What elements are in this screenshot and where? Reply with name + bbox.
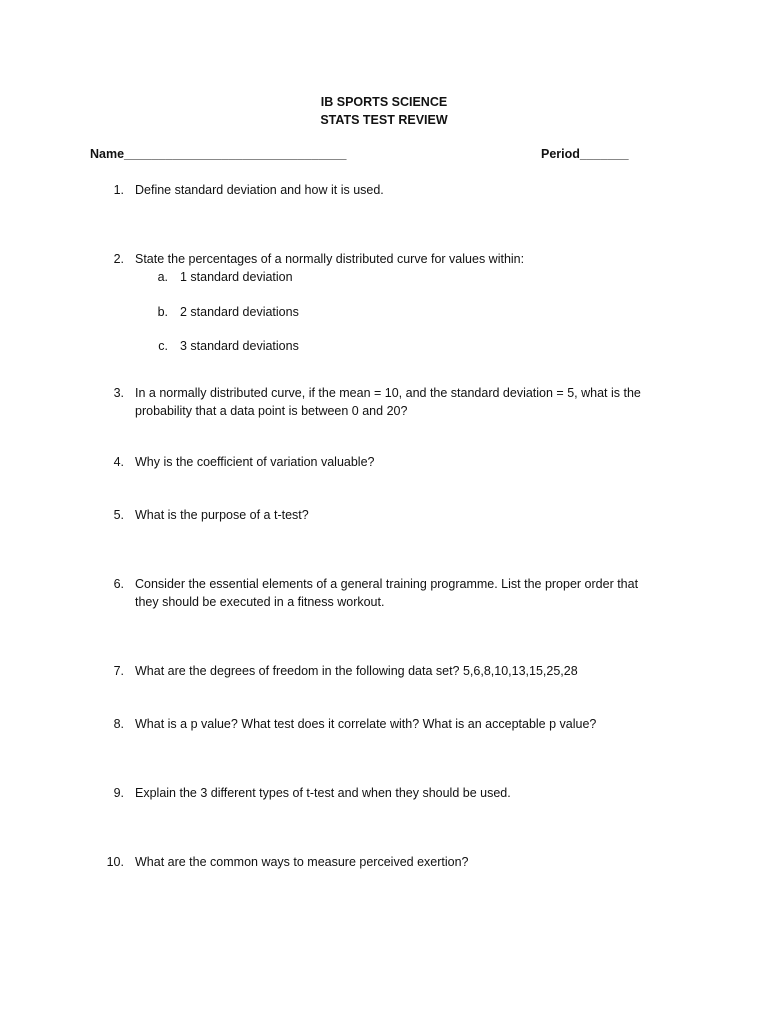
question-text: Consider the essential elements of a general training programme. List the proper order that	[135, 577, 639, 591]
subitem-text: 2 standard deviations	[180, 305, 299, 319]
document-subtitle: STATS TEST REVIEW	[320, 113, 448, 127]
question-text: What are the degrees of freedom in the following data set? 5,6,8,10,13,15,25,28	[135, 664, 578, 678]
question-text: What is a p value? What test does it correlate with? What is an acceptable p value?	[135, 717, 597, 731]
subitem-letter: a.	[157, 270, 168, 284]
question-number: 10.	[106, 855, 124, 869]
name-field: Name________________________________	[90, 147, 347, 161]
question-text-continued: they should be executed in a fitness workout.	[135, 595, 385, 609]
question-text: Define standard deviation and how it is used.	[135, 183, 384, 197]
question-text: Explain the 3 different types of t-test and when they should be used.	[135, 786, 511, 800]
document-title: IB SPORTS SCIENCE	[320, 95, 448, 109]
question-text-continued: probability that a data point is between 0 and 20?	[135, 404, 408, 418]
question-text: In a normally distributed curve, if the mean = 10, and the standard deviation = 5, what is the	[135, 386, 641, 400]
subitem-text: 1 standard deviation	[180, 270, 293, 284]
question-number: 4.	[113, 455, 124, 469]
question-text: State the percentages of a normally distributed curve for values within:	[135, 252, 525, 266]
period-field: Period_______	[541, 147, 629, 161]
subitem-letter: b.	[157, 305, 168, 319]
question-number: 9.	[113, 786, 124, 800]
question-text: Why is the coefficient of variation valuable?	[135, 455, 375, 469]
question-number: 7.	[113, 664, 124, 678]
question-number: 2.	[113, 252, 124, 266]
question-text: What are the common ways to measure perceived exertion?	[135, 855, 469, 869]
question-number: 3.	[113, 386, 124, 400]
question-number: 8.	[113, 717, 124, 731]
question-number: 5.	[113, 508, 124, 522]
subitem-letter: c.	[158, 339, 168, 353]
question-number: 6.	[113, 577, 124, 591]
question-number: 1.	[113, 183, 124, 197]
question-text: What is the purpose of a t-test?	[135, 508, 309, 522]
subitem-text: 3 standard deviations	[180, 339, 299, 353]
